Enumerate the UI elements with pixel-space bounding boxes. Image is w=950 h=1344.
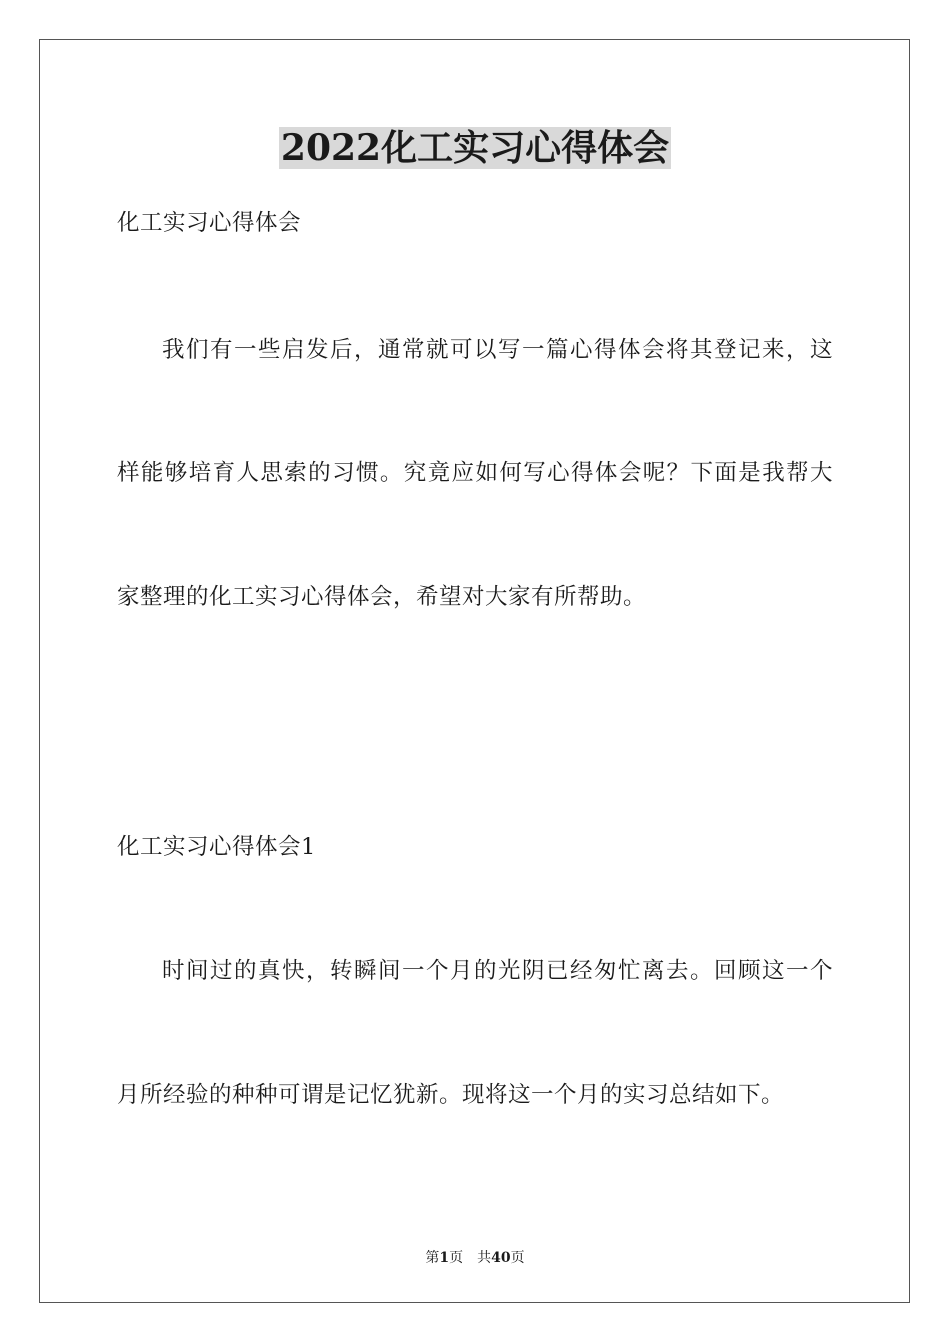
page-number: 1: [439, 1250, 450, 1266]
page-footer: [0, 1248, 950, 1268]
document-title-text: 2022化工实习心得体会: [280, 127, 670, 169]
intro-line-2: 样能够培育人思索的习惯。究竟应如何写心得体会呢？下面是我帮大: [117, 460, 833, 486]
section-line-2: 月所经验的种种可谓是记忆犹新。现将这一个月的实习总结如下。: [117, 1082, 785, 1108]
intro-line-1: 我们有一些启发后，通常就可以写一篇心得体会将其登记来，这: [162, 337, 833, 363]
page-suffix: 页: [449, 1250, 464, 1266]
page-prefix: 第: [425, 1250, 440, 1266]
section-heading: 化工实习心得体会1: [117, 834, 316, 860]
total-prefix: 共: [477, 1250, 492, 1266]
document-title: [0, 124, 950, 172]
section-line-1: 时间过的真快，转瞬间一个月的光阴已经匆忙离去。回顾这一个: [162, 958, 833, 984]
intro-line-3: 家整理的化工实习心得体会，希望对大家有所帮助。: [117, 584, 647, 610]
document-subtitle: 化工实习心得体会: [117, 210, 302, 236]
total-suffix: 页: [510, 1250, 525, 1266]
total-pages: 40: [491, 1250, 511, 1266]
